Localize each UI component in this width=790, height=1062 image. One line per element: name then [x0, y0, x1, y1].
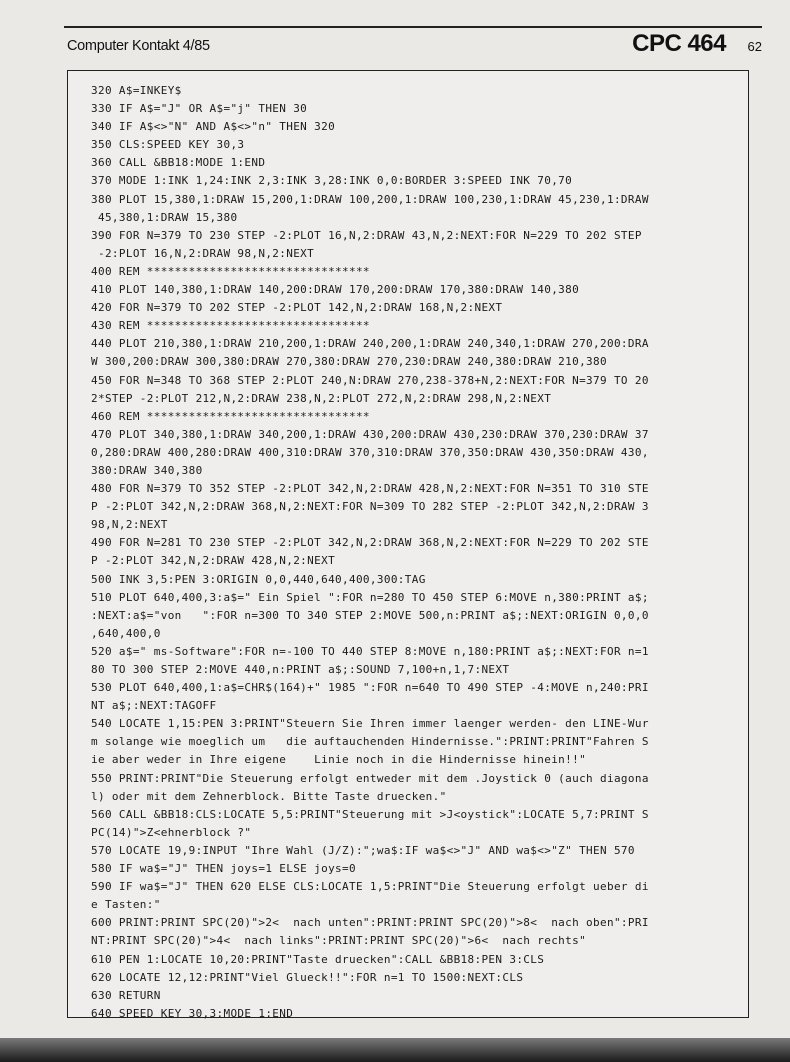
code-line: 500 INK 3,5:PEN 3:ORIGIN 0,0,440,640,400,300:TAG	[91, 572, 426, 586]
code-line: 480 FOR N=379 TO 352 STEP -2:PLOT 342,N,2:DRAW 428,N,2:NEXT:FOR N=351 TO 310 STE	[91, 482, 649, 496]
code-line: 590 IF wa$="J" THEN 620 ELSE CLS:LOCATE 1,5:PRINT"Die Steuerung erfolgt ueber di	[91, 880, 649, 894]
code-line: -2:PLOT 16,N,2:DRAW 98,N,2:NEXT	[91, 246, 315, 260]
code-line: 98,N,2:NEXT	[91, 518, 168, 532]
code-listing-box	[67, 70, 749, 1018]
code-line: P -2:PLOT 342,N,2:DRAW 368,N,2:NEXT:FOR N=309 TO 282 STEP -2:PLOT 342,N,2:DRAW 3	[91, 500, 649, 514]
header-rule	[64, 26, 762, 28]
code-line: ie aber weder in Ihre eigene Linie noch in die Hindernisse hinein!!"	[91, 753, 587, 767]
code-line: 380 PLOT 15,380,1:DRAW 15,200,1:DRAW 100,200,1:DRAW 100,230,1:DRAW 45,230,1:DRAW	[91, 192, 649, 206]
code-line: 520 a$=" ms-Software":FOR n=-100 TO 440 STEP 8:MOVE n,180:PRINT a$;:NEXT:FOR n=1	[91, 644, 649, 658]
code-line: 530 PLOT 640,400,1:a$=CHR$(164)+" 1985 ":FOR n=640 TO 490 STEP -4:MOVE n,240:PRI	[91, 681, 649, 695]
code-line: 470 PLOT 340,380,1:DRAW 340,200,1:DRAW 430,200:DRAW 430,230:DRAW 370,230:DRAW 37	[91, 427, 649, 441]
code-line: W 300,200:DRAW 300,380:DRAW 270,380:DRAW 270,230:DRAW 240,380:DRAW 210,380	[91, 355, 607, 369]
page-number: 62	[747, 39, 762, 54]
code-line: l) oder mit dem Zehnerblock. Bitte Taste druecken."	[91, 789, 447, 803]
code-line: 370 MODE 1:INK 1,24:INK 2,3:INK 3,28:INK 0,0:BORDER 3:SPEED INK 70,70	[91, 174, 573, 188]
code-line: 350 CLS:SPEED KEY 30,3	[91, 138, 245, 152]
scan-shadow	[0, 1038, 790, 1062]
code-line: 610 PEN 1:LOCATE 10,20:PRINT"Taste druecken":CALL &BB18:PEN 3:CLS	[91, 952, 545, 966]
code-line: 400 REM ********************************	[91, 264, 370, 278]
code-line: 380:DRAW 340,380	[91, 463, 203, 477]
code-line: 550 PRINT:PRINT"Die Steuerung erfolgt entweder mit dem .Joystick 0 (auch diagona	[91, 771, 649, 785]
code-line: 570 LOCATE 19,9:INPUT "Ihre Wahl (J/Z):";wa$:IF wa$<>"J" AND wa$<>"Z" THEN 570	[91, 843, 635, 857]
code-line: NT a$;:NEXT:TAGOFF	[91, 699, 217, 713]
code-line: 540 LOCATE 1,15:PEN 3:PRINT"Steuern Sie Ihren immer laenger werden- den LINE-Wur	[91, 717, 649, 731]
code-line: 45,380,1:DRAW 15,380	[91, 210, 238, 224]
code-line: 390 FOR N=379 TO 230 STEP -2:PLOT 16,N,2:DRAW 43,N,2:NEXT:FOR N=229 TO 202 STEP	[91, 228, 642, 242]
code-listing	[91, 82, 741, 1023]
code-line: ,640,400,0	[91, 626, 161, 640]
code-line: 360 CALL &BB18:MODE 1:END	[91, 156, 266, 170]
code-line: :NEXT:a$="von ":FOR n=300 TO 340 STEP 2:MOVE 500,n:PRINT a$;:NEXT:ORIGIN 0,0,0	[91, 608, 649, 622]
code-line: PC(14)">Z<ehnerblock ?"	[91, 825, 252, 839]
code-line: 640 SPEED KEY 30,3:MODE 1:END	[91, 1006, 294, 1020]
code-line: 510 PLOT 640,400,3:a$=" Ein Spiel ":FOR n=280 TO 450 STEP 6:MOVE n,380:PRINT a$;	[91, 590, 649, 604]
code-line: 320 A$=INKEY$	[91, 84, 182, 97]
code-line: 580 IF wa$="J" THEN joys=1 ELSE joys=0	[91, 862, 356, 876]
code-line: 620 LOCATE 12,12:PRINT"Viel Glueck!!":FOR n=1 TO 1500:NEXT:CLS	[91, 970, 524, 984]
code-line: m solange wie moeglich um die auftauchenden Hindernisse.":PRINT:PRINT"Fahren S	[91, 735, 649, 749]
code-line: 2*STEP -2:PLOT 212,N,2:DRAW 238,N,2:PLOT 272,N,2:DRAW 298,N,2:NEXT	[91, 391, 552, 405]
code-line: 600 PRINT:PRINT SPC(20)">2< nach unten":PRINT:PRINT SPC(20)">8< nach oben":PRI	[91, 916, 649, 930]
code-line: 450 FOR N=348 TO 368 STEP 2:PLOT 240,N:DRAW 270,238-378+N,2:NEXT:FOR N=379 TO 20	[91, 373, 649, 387]
magazine-title: Computer Kontakt 4/85	[67, 38, 210, 54]
code-line: NT:PRINT SPC(20)">4< nach links":PRINT:PRINT SPC(20)">6< nach rechts"	[91, 934, 587, 948]
code-line: 430 REM ********************************	[91, 319, 370, 333]
code-line: 340 IF A$<>"N" AND A$<>"n" THEN 320	[91, 120, 336, 134]
code-line: 410 PLOT 140,380,1:DRAW 140,200:DRAW 170,200:DRAW 170,380:DRAW 140,380	[91, 283, 580, 297]
system-title: CPC 464	[632, 30, 726, 57]
page-header	[64, 26, 762, 66]
code-line: 420 FOR N=379 TO 202 STEP -2:PLOT 142,N,2:DRAW 168,N,2:NEXT	[91, 301, 503, 315]
code-line: P -2:PLOT 342,N,2:DRAW 428,N,2:NEXT	[91, 554, 336, 568]
code-line: 330 IF A$="J" OR A$="j" THEN 30	[91, 102, 308, 116]
code-line: 460 REM ********************************	[91, 409, 370, 423]
code-line: 490 FOR N=281 TO 230 STEP -2:PLOT 342,N,2:DRAW 368,N,2:NEXT:FOR N=229 TO 202 STE	[91, 536, 649, 550]
code-line: 560 CALL &BB18:CLS:LOCATE 5,5:PRINT"Steuerung mit >J<oystick":LOCATE 5,7:PRINT S	[91, 807, 649, 821]
code-line: 0,280:DRAW 400,280:DRAW 400,310:DRAW 370,310:DRAW 370,350:DRAW 430,350:DRAW 430,	[91, 445, 649, 459]
code-line: 440 PLOT 210,380,1:DRAW 210,200,1:DRAW 240,200,1:DRAW 240,340,1:DRAW 270,200:DRA	[91, 337, 649, 351]
code-line: 630 RETURN	[91, 988, 161, 1002]
code-line: 80 TO 300 STEP 2:MOVE 440,n:PRINT a$;:SOUND 7,100+n,1,7:NEXT	[91, 663, 510, 676]
code-line: e Tasten:"	[91, 898, 161, 912]
